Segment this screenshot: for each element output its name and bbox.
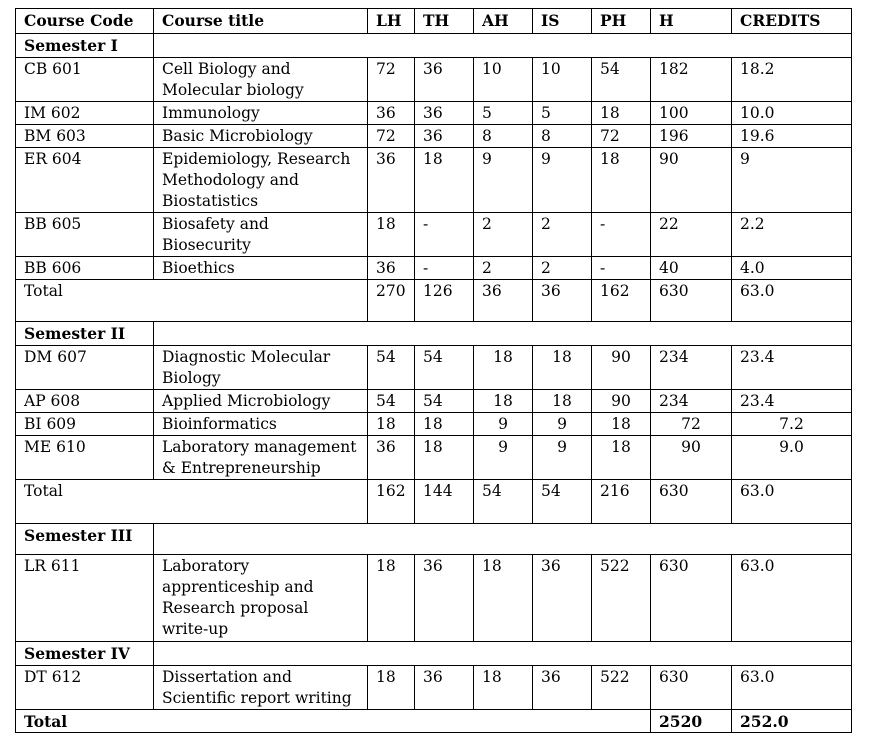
header-cell: PH	[592, 9, 651, 34]
header-row	[16, 9, 852, 34]
lh-cell: 72	[368, 58, 415, 102]
th-cell: 54	[415, 390, 474, 413]
table-row	[16, 436, 852, 480]
grand-total-row	[16, 710, 852, 733]
is-cell: 36	[533, 555, 592, 642]
header-cell: AH	[474, 9, 533, 34]
th-cell: 36	[415, 555, 474, 642]
lh-cell: 18	[368, 413, 415, 436]
is-cell: 18	[533, 390, 592, 413]
semester-label: Semester III	[16, 524, 154, 555]
ah-cell: 36	[474, 280, 533, 322]
semester-spacer	[154, 524, 852, 555]
h-cell: 90	[651, 436, 732, 480]
credits-cell: 63.0	[732, 280, 852, 322]
th-cell: 36	[415, 125, 474, 148]
h-cell: 630	[651, 555, 732, 642]
credits-cell: 19.6	[732, 125, 852, 148]
table-row	[16, 346, 852, 390]
semester-label: Semester IV	[16, 642, 154, 666]
ah-cell: 54	[474, 480, 533, 524]
table-row	[16, 666, 852, 710]
header-cell: Course Code	[16, 9, 154, 34]
h-cell: 100	[651, 102, 732, 125]
header-cell: CREDITS	[732, 9, 852, 34]
header-cell: IS	[533, 9, 592, 34]
course-code: BI 609	[16, 413, 154, 436]
grand-total-label: Total	[16, 710, 651, 733]
credits-cell: 23.4	[732, 346, 852, 390]
th-cell: 36	[415, 58, 474, 102]
course-title: Dissertation and Scientific report writing	[154, 666, 368, 710]
is-cell: 18	[533, 346, 592, 390]
total-label: Total	[16, 480, 368, 524]
th-cell: 36	[415, 666, 474, 710]
h-cell: 630	[651, 480, 732, 524]
course-title: Bioethics	[154, 257, 368, 280]
th-cell: -	[415, 257, 474, 280]
semester-label: Semester I	[16, 34, 154, 58]
lh-cell: 36	[368, 102, 415, 125]
ah-cell: 18	[474, 666, 533, 710]
header-cell: TH	[415, 9, 474, 34]
ah-cell: 8	[474, 125, 533, 148]
table-row	[16, 213, 852, 257]
ph-cell: 90	[592, 346, 651, 390]
h-cell: 196	[651, 125, 732, 148]
is-cell: 9	[533, 148, 592, 213]
course-code: DM 607	[16, 346, 154, 390]
ah-cell: 2	[474, 213, 533, 257]
ph-cell: -	[592, 257, 651, 280]
ph-cell: 18	[592, 102, 651, 125]
course-title: Bioinformatics	[154, 413, 368, 436]
lh-cell: 54	[368, 390, 415, 413]
semester-row	[16, 34, 852, 58]
semester-row	[16, 322, 852, 346]
is-cell: 2	[533, 213, 592, 257]
lh-cell: 36	[368, 436, 415, 480]
h-cell: 22	[651, 213, 732, 257]
is-cell: 5	[533, 102, 592, 125]
ph-cell: 90	[592, 390, 651, 413]
semester-label: Semester II	[16, 322, 154, 346]
course-code: ME 610	[16, 436, 154, 480]
header-cell: LH	[368, 9, 415, 34]
ph-cell: 522	[592, 666, 651, 710]
semester-spacer	[154, 642, 852, 666]
lh-cell: 270	[368, 280, 415, 322]
ah-cell: 9	[474, 413, 533, 436]
lh-cell: 36	[368, 148, 415, 213]
th-cell: 144	[415, 480, 474, 524]
course-code: CB 601	[16, 58, 154, 102]
ph-cell: 216	[592, 480, 651, 524]
semester-row	[16, 642, 852, 666]
table-row	[16, 413, 852, 436]
course-code: AP 608	[16, 390, 154, 413]
h-cell: 90	[651, 148, 732, 213]
ph-cell: 18	[592, 413, 651, 436]
table-row	[16, 125, 852, 148]
th-cell: 18	[415, 436, 474, 480]
course-code: LR 611	[16, 555, 154, 642]
credits-cell: 18.2	[732, 58, 852, 102]
h-cell: 630	[651, 280, 732, 322]
ah-cell: 9	[474, 148, 533, 213]
h-cell: 40	[651, 257, 732, 280]
ph-cell: 18	[592, 148, 651, 213]
credits-cell: 4.0	[732, 257, 852, 280]
ph-cell: 522	[592, 555, 651, 642]
ah-cell: 9	[474, 436, 533, 480]
course-title: Cell Biology and Molecular biology	[154, 58, 368, 102]
ah-cell: 18	[474, 555, 533, 642]
ah-cell: 18	[474, 346, 533, 390]
lh-cell: 18	[368, 555, 415, 642]
lh-cell: 18	[368, 213, 415, 257]
course-code: BB 606	[16, 257, 154, 280]
ah-cell: 2	[474, 257, 533, 280]
ph-cell: 162	[592, 280, 651, 322]
th-cell: 36	[415, 102, 474, 125]
table-row	[16, 555, 852, 642]
credits-cell: 10.0	[732, 102, 852, 125]
grand-total-hours: 2520	[651, 710, 732, 733]
ah-cell: 10	[474, 58, 533, 102]
table-row	[16, 102, 852, 125]
th-cell: 54	[415, 346, 474, 390]
th-cell: -	[415, 213, 474, 257]
lh-cell: 162	[368, 480, 415, 524]
lh-cell: 18	[368, 666, 415, 710]
course-title: Laboratory apprenticeship and Research proposal write-up	[154, 555, 368, 642]
total-row	[16, 480, 852, 524]
table-row	[16, 148, 852, 213]
grand-total-credits: 252.0	[732, 710, 852, 733]
credits-cell: 23.4	[732, 390, 852, 413]
lh-cell: 72	[368, 125, 415, 148]
h-cell: 630	[651, 666, 732, 710]
ah-cell: 18	[474, 390, 533, 413]
semester-spacer	[154, 34, 852, 58]
credits-cell: 63.0	[732, 666, 852, 710]
h-cell: 234	[651, 390, 732, 413]
table-row	[16, 390, 852, 413]
credits-cell: 9	[732, 148, 852, 213]
course-code: DT 612	[16, 666, 154, 710]
h-cell: 234	[651, 346, 732, 390]
credits-cell: 63.0	[732, 555, 852, 642]
course-title: Epidemiology, Research Methodology and Biostatistics	[154, 148, 368, 213]
course-title: Basic Microbiology	[154, 125, 368, 148]
ph-cell: -	[592, 213, 651, 257]
credits-cell: 63.0	[732, 480, 852, 524]
course-title: Applied Microbiology	[154, 390, 368, 413]
is-cell: 9	[533, 413, 592, 436]
h-cell: 182	[651, 58, 732, 102]
ph-cell: 72	[592, 125, 651, 148]
is-cell: 10	[533, 58, 592, 102]
total-label: Total	[16, 280, 368, 322]
is-cell: 8	[533, 125, 592, 148]
course-code: BB 605	[16, 213, 154, 257]
course-table	[15, 8, 852, 733]
course-title: Biosafety and Biosecurity	[154, 213, 368, 257]
course-code: IM 602	[16, 102, 154, 125]
th-cell: 126	[415, 280, 474, 322]
semester-row	[16, 524, 852, 555]
is-cell: 36	[533, 280, 592, 322]
is-cell: 9	[533, 436, 592, 480]
credits-cell: 9.0	[732, 436, 852, 480]
header-cell: H	[651, 9, 732, 34]
table-row	[16, 257, 852, 280]
ph-cell: 54	[592, 58, 651, 102]
lh-cell: 36	[368, 257, 415, 280]
ah-cell: 5	[474, 102, 533, 125]
table-row	[16, 58, 852, 102]
course-title: Laboratory management & Entrepreneurship	[154, 436, 368, 480]
th-cell: 18	[415, 413, 474, 436]
th-cell: 18	[415, 148, 474, 213]
h-cell: 72	[651, 413, 732, 436]
lh-cell: 54	[368, 346, 415, 390]
credits-cell: 7.2	[732, 413, 852, 436]
course-title: Immunology	[154, 102, 368, 125]
semester-spacer	[154, 322, 852, 346]
ph-cell: 18	[592, 436, 651, 480]
course-title: Diagnostic Molecular Biology	[154, 346, 368, 390]
total-row	[16, 280, 852, 322]
is-cell: 54	[533, 480, 592, 524]
header-cell: Course title	[154, 9, 368, 34]
is-cell: 2	[533, 257, 592, 280]
course-code: BM 603	[16, 125, 154, 148]
credits-cell: 2.2	[732, 213, 852, 257]
is-cell: 36	[533, 666, 592, 710]
course-code: ER 604	[16, 148, 154, 213]
